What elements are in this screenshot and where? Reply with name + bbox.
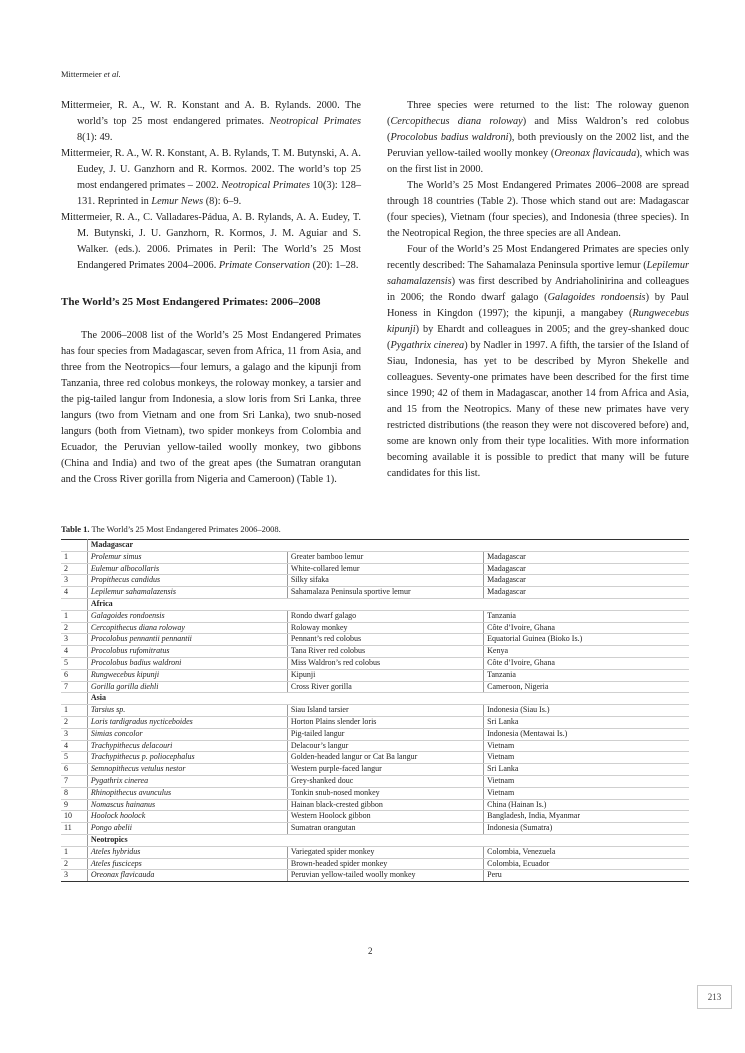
scientific-name: Rhinopithecus avunculus [87,787,287,799]
species-table [61,539,689,882]
folio-number: 213 [697,985,732,1009]
common-name: Grey-shanked douc [287,775,483,787]
region-name: Madagascar [87,540,689,552]
row-number: 11 [61,823,87,835]
paragraph-countries: The World’s 25 Most Endangered Primates 2006–2008 are spread through 18 countries (Table 2). Those which stand out are: Madagascar (four species), Vietnam (four species), and Indonesia (three species). In the Neotropical Region, the three species are all Andean. [387,180,689,239]
common-name: Roloway monkey [287,622,483,634]
region-name: Africa [87,598,689,610]
row-number: 4 [61,587,87,599]
common-name: Peruvian yellow-tailed woolly monkey [287,870,483,882]
table-row [61,846,689,858]
country: China (Hainan Is.) [484,799,689,811]
row-number: 3 [61,575,87,587]
table-row [61,740,689,752]
country: Kenya [484,646,689,658]
left-column [61,98,361,488]
common-name: Horton Plains slender loris [287,716,483,728]
scientific-name: Ateles fusciceps [87,858,287,870]
region-header-row [61,540,689,552]
row-number: 8 [61,787,87,799]
common-name: Silky sifaka [287,575,483,587]
country: Sri Lanka [484,764,689,776]
scientific-name: Pygathrix cinerea [87,775,287,787]
common-name: Brown-headed spider monkey [287,858,483,870]
row-number: 5 [61,657,87,669]
section-title: The World’s 25 Most Endangered Primates: 2006–2008 [61,296,321,308]
country: Tanzania [484,669,689,681]
country: Madagascar [484,587,689,599]
common-name: Pig-tailed langur [287,728,483,740]
intro-paragraph: The 2006–2008 list of the World’s 25 Most Endangered Primates has four species from Madagascar, seven from Africa, 11 from Asia, and three from the Neotropics—four lemurs, a galago and the kipunji from Tanzania, three red colobus monkeys, the roloway monkey, a tarsier and the pig-tailed langur from Indonesia, a slow loris from Sri Lanka, three langurs (two from Vietnam and one from Sri Lanka), two snub-nosed langurs (both from Vietnam), two spider monkeys from Colombia and Ecuador, the Peruvian yellow-tailed woolly monkey, two gibbons (China and India) and two of the great apes (the Sumatran orangutan and the Cross River gorilla from Nigeria and Cameroon) (Table 1). [61,330,361,485]
common-name: Cross River gorilla [287,681,483,693]
table-caption: Table 1. The World’s 25 Most Endangered Primates 2006–2008. [61,524,281,534]
region-header-row [61,834,689,846]
row-number: 2 [61,563,87,575]
reference-entry: Mittermeier, R. A., W. R. Konstant, A. B. Rylands, T. M. Butynski, A. A. Eudey, J. U. Ganzhorn and R. Kormos. 2002. The world’s top 25 most endangered primates – 2002. Neotropical Primates 10(3): 128–131. Reprinted in Lemur News (8): 6–9. [61,148,362,207]
country: Indonesia (Mentawai Is.) [484,728,689,740]
row-number: 9 [61,799,87,811]
scientific-name: Procolobus badius waldroni [87,657,287,669]
scientific-name: Loris tardigradus nycticeboides [87,716,287,728]
row-number: 2 [61,622,87,634]
table-row [61,563,689,575]
scientific-name: Prolemur simus [87,551,287,563]
scientific-name: Oreonax flavicauda [87,870,287,882]
row-number: 1 [61,846,87,858]
table-row [61,634,689,646]
table-row [61,587,689,599]
paragraph-returned-species: Three species were returned to the list: The roloway guenon (Cercopithecus diana roloway) and Miss Waldron’s red colobus (Procolobus badius waldroni), both previously on the 2002 list, and the Peruvian yellow-tailed woolly monkey (Oreonax flavicauda), which was on the first list in 2000. [387,100,689,175]
scientific-name: Propithecus candidus [87,575,287,587]
scientific-name: Trachypithecus p. poliocephalus [87,752,287,764]
table-row [61,705,689,717]
country: Indonesia (Siau Is.) [484,705,689,717]
row-number: 1 [61,551,87,563]
scientific-name: Rungwecebus kipunji [87,669,287,681]
scientific-name: Procolobus pennantii pennantii [87,634,287,646]
table-row [61,669,689,681]
country: Côte d’Ivoire, Ghana [484,657,689,669]
common-name: Delacour’s langur [287,740,483,752]
region-header-row [61,598,689,610]
running-header [61,69,121,79]
scientific-name: Cercopithecus diana roloway [87,622,287,634]
row-number: 5 [61,752,87,764]
country: Madagascar [484,551,689,563]
row-number: 4 [61,646,87,658]
country: Equatorial Guinea (Bioko Is.) [484,634,689,646]
country: Sri Lanka [484,716,689,728]
row-number: 1 [61,610,87,622]
scientific-name: Hoolock hoolock [87,811,287,823]
common-name: Kipunji [287,669,483,681]
header-author: Mittermeier [61,69,104,79]
scientific-name: Gorilla gorilla diehli [87,681,287,693]
common-name: Western purple-faced langur [287,764,483,776]
table-row [61,823,689,835]
scientific-name: Simias concolor [87,728,287,740]
country: Vietnam [484,775,689,787]
common-name: Miss Waldron’s red colobus [287,657,483,669]
common-name: Sahamalaza Peninsula sportive lemur [287,587,483,599]
region-name: Neotropics [87,834,689,846]
country: Indonesia (Sumatra) [484,823,689,835]
country: Tanzania [484,610,689,622]
country: Madagascar [484,575,689,587]
country: Colombia, Ecuador [484,858,689,870]
common-name: Western Hoolock gibbon [287,811,483,823]
row-number: 7 [61,775,87,787]
common-name: Greater bamboo lemur [287,551,483,563]
scientific-name: Trachypithecus delacouri [87,740,287,752]
paragraph-new-species: Four of the World’s 25 Most Endangered Primates are species only recently described: The Sahamalaza Peninsula sportive lemur (Lepilemur sahamalazensis) was first described by Andriaholinirina and colleagues in 2006; the Rondo dwarf galago (Galagoides rondoensis) by Paul Honess in Kingdon (1997); the kipunji, a mangabey (Rungwecebus kipunji) by Ehardt and colleagues in 2005; and the grey-shanked douc (Pygathrix cinerea) by Nadler in 1997. A fifth, the tarsier of the Island of Siau, Indonesia, has yet to be described by Myron Shekelle and colleagues. Seventy-one primates have been described for the first time since 1990; 42 of them in Madagascar, another 14 from Africa and Asia, and 15 from the Neotropics. Many of these new primates have very restricted distributions (the reason they were not discovered before) and, some are known only from their type localities. With more information becoming available it is possible to predict that many will be future candidates for this list. [387,244,690,479]
common-name: Sumatran orangutan [287,823,483,835]
table-row [61,764,689,776]
table-row [61,775,689,787]
common-name: Rondo dwarf galago [287,610,483,622]
country: Bangladesh, India, Myanmar [484,811,689,823]
common-name: Variegated spider monkey [287,846,483,858]
country: Côte d’Ivoire, Ghana [484,622,689,634]
scientific-name: Semnopithecus vetulus nestor [87,764,287,776]
scientific-name: Tarsius sp. [87,705,287,717]
country: Colombia, Venezuela [484,846,689,858]
reference-entry: Mittermeier, R. A., W. R. Konstant and A. B. Rylands. 2000. The world’s top 25 most endangered primates. Neotropical Primates 8(1): 49. [61,100,361,143]
table-row [61,681,689,693]
scientific-name: Galagoides rondoensis [87,610,287,622]
scientific-name: Procolobus rufomitratus [87,646,287,658]
table-row [61,657,689,669]
table-row [61,728,689,740]
country: Vietnam [484,740,689,752]
table-row [61,575,689,587]
table-row [61,811,689,823]
common-name: Tonkin snub-nosed monkey [287,787,483,799]
table-row [61,610,689,622]
country: Vietnam [484,752,689,764]
scientific-name: Lepilemur sahamalazensis [87,587,287,599]
page-number: 2 [368,946,373,956]
row-number: 2 [61,716,87,728]
common-name: Hainan black-crested gibbon [287,799,483,811]
scientific-name: Nomascus hainanus [87,799,287,811]
table-row [61,799,689,811]
row-number: 10 [61,811,87,823]
scientific-name: Pongo abelii [87,823,287,835]
table-row [61,716,689,728]
common-name: White-collared lemur [287,563,483,575]
table-row [61,787,689,799]
common-name: Siau Island tarsier [287,705,483,717]
common-name: Tana River red colobus [287,646,483,658]
row-number: 6 [61,764,87,776]
region-header-row [61,693,689,705]
region-name: Asia [87,693,689,705]
country: Cameroon, Nigeria [484,681,689,693]
right-column [387,98,689,482]
scientific-name: Ateles hybridus [87,846,287,858]
row-number: 1 [61,705,87,717]
common-name: Pennant’s red colobus [287,634,483,646]
row-number: 3 [61,870,87,882]
row-number: 3 [61,634,87,646]
row-number: 2 [61,858,87,870]
table-row [61,646,689,658]
country: Peru [484,870,689,882]
scientific-name: Eulemur albocollaris [87,563,287,575]
country: Madagascar [484,563,689,575]
table-row [61,622,689,634]
table-row [61,870,689,882]
row-number: 4 [61,740,87,752]
country: Vietnam [484,787,689,799]
reference-entry: Mittermeier, R. A., C. Valladares-Pádua, A. B. Rylands, A. A. Eudey, T. M. Butynski, J. U. Ganzhorn, R. Kormos, J. M. Aguiar and S. Walker. (eds.). 2006. Primates in Peril: The World’s 25 Most Endangered Primates 2004–2006. Primate Conservation (20): 1–28. [61,212,361,271]
common-name: Golden-headed langur or Cat Ba langur [287,752,483,764]
table-row [61,551,689,563]
row-number: 7 [61,681,87,693]
table-row [61,858,689,870]
row-number: 3 [61,728,87,740]
table-row [61,752,689,764]
header-etal: et al. [103,69,121,79]
row-number: 6 [61,669,87,681]
